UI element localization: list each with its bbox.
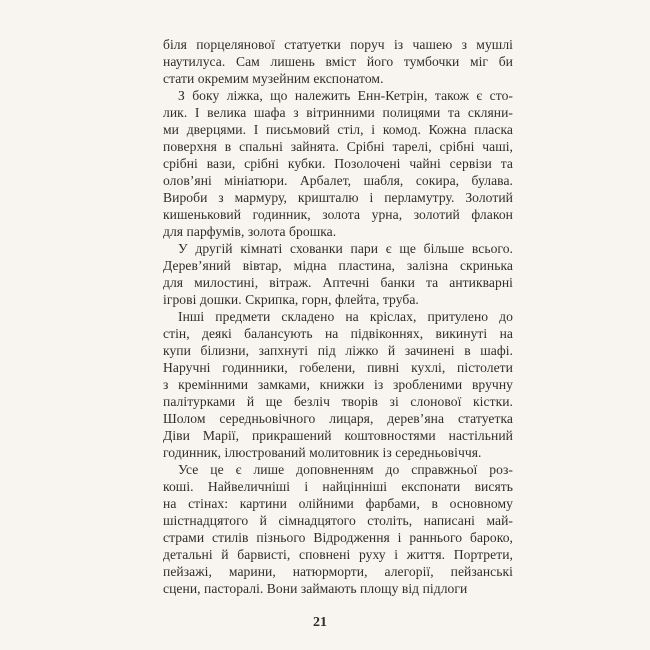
text-line: лик. І велика шафа з вітринними полицями та скляни- xyxy=(163,105,513,120)
text-line: шістнадцятого й сімнадцятого століть, написані май- xyxy=(163,513,513,528)
text-line: поверхня в спальні зайнята. Срібні тарелі, срібні чаші, xyxy=(163,139,513,154)
text-line: стати окремим музейним експонатом. xyxy=(163,71,384,86)
text-line: з кремінними замками, книжки із зробленими вручну xyxy=(163,377,513,392)
text-line: сцени, пасторалі. Вони займають площу від підлоги xyxy=(163,581,468,596)
text-line: біля порцелянової статуетки поруч із чашею з мушлі xyxy=(163,37,513,52)
text-line: ми дверцями. І письмовий стіл, і комод. Кожна пласка xyxy=(163,122,513,137)
text-line: страми стилів пізнього Відродження і раннього бароко, xyxy=(163,530,513,545)
text-line: Усе це є лише доповненням до справжньої роз- xyxy=(178,462,513,477)
text-line: годинник, ілюстрований молитовник із середньовіччя. xyxy=(163,445,482,460)
text-line: срібні вази, срібні кубки. Позолочені чайні сервізи та xyxy=(163,156,513,171)
text-line: Наручні годинники, гобелени, пивні кухлі, пістолети xyxy=(163,360,513,375)
text-line: ігрові дошки. Скрипка, горн, флейта, труба. xyxy=(163,292,419,307)
page-number: 21 xyxy=(313,615,327,630)
text-line: купи білизни, запхнуті під ліжко й зачинені в шафі. xyxy=(163,343,513,358)
text-line: детальні й барвисті, сповнені руху і життя. Портрети, xyxy=(163,547,513,562)
text-line: для парфумів, золота брошка. xyxy=(163,224,337,239)
paragraph xyxy=(163,308,513,461)
text-line: пейзажі, марини, натюрморти, алегорії, пейзанські xyxy=(163,564,513,579)
text-line: кишеньковий годинник, золота урна, золотий флакон xyxy=(163,207,513,222)
text-line: Дерев’яний вівтар, мідна пластина, залізна скринька xyxy=(163,258,513,273)
text-line: Вироби з мармуру, кришталю і перламутру. Золотий xyxy=(163,190,513,205)
text-line: наутилуса. Сам лишень вміст його тумбочки міг би xyxy=(163,54,513,69)
text-line: для милостині, вітраж. Аптечні банки та антикварні xyxy=(163,275,513,290)
text-line: З боку ліжка, що належить Енн-Кетрін, також є сто- xyxy=(178,88,513,103)
text-line: Діви Марії, прикрашений коштовностями настільний xyxy=(163,428,513,443)
text-line: палітурками й ще безліч творів зі слонової кістки. xyxy=(163,394,513,409)
text-line: стін, деякі балансують на підвіконнях, викинуті на xyxy=(163,326,513,341)
text-line: коші. Найвеличніші і найцінніші експонати висять xyxy=(163,479,513,494)
page-text-block xyxy=(163,36,513,597)
paragraph xyxy=(163,87,513,240)
paragraph xyxy=(163,461,513,597)
paragraph xyxy=(163,36,513,87)
text-line: Інші предмети складено на кріслах, притулено до xyxy=(178,309,513,324)
text-line: Шолом середньовічного лицаря, дерев’яна статуетка xyxy=(163,411,513,426)
text-line: олов’яні мініатюри. Арбалет, шабля, сокира, булава. xyxy=(163,173,513,188)
text-line: У другій кімнаті схованки пари є ще більше всього. xyxy=(178,241,513,256)
paragraph xyxy=(163,240,513,308)
text-line: на стінах: картини олійними фарбами, в основному xyxy=(163,496,513,511)
